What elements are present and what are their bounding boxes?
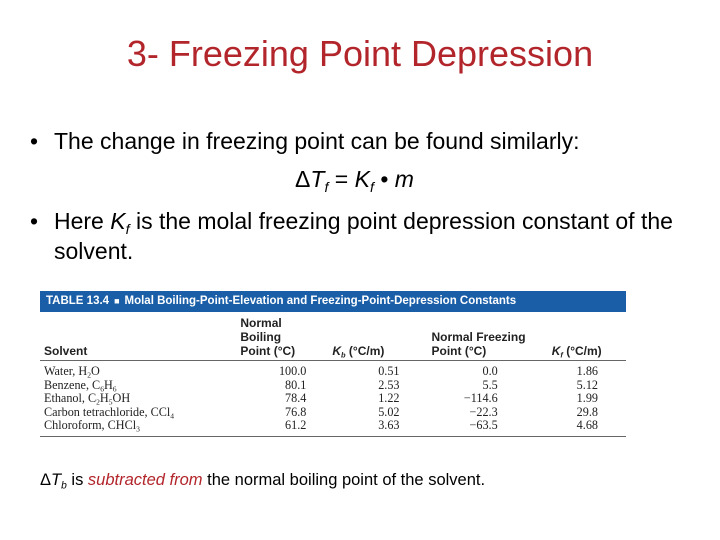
bullet-text-end: is the molal freezing point depression constant of the solvent. <box>54 208 673 264</box>
kf-subscript: f <box>125 221 130 238</box>
equation-m: m <box>394 166 414 192</box>
formula-part: H <box>99 391 109 406</box>
cell-freezing-point: −114.6 <box>463 391 498 406</box>
footnote-rest: the normal boiling point of the solvent. <box>202 471 486 489</box>
header-kf-symbol: K <box>551 344 561 358</box>
formula-subscript: 6 <box>100 384 104 394</box>
cell-kf: 5.12 <box>576 377 598 392</box>
solvent-name: Chloroform, CHCl <box>44 418 137 433</box>
equation-dot: • <box>373 166 395 192</box>
equation-k: K <box>354 166 370 192</box>
table-row <box>40 392 626 406</box>
equation-equals: = <box>328 166 355 192</box>
table-number: TABLE 13.4 <box>46 295 110 307</box>
table-header-row <box>40 312 626 361</box>
formula-part: OH <box>112 391 131 406</box>
header-kf-subscript: f <box>560 350 563 360</box>
solvent-name: Benzene, C <box>44 377 101 392</box>
table-row <box>40 379 626 393</box>
cell-solvent <box>40 419 236 436</box>
equation-t: T <box>310 166 325 192</box>
bullet-text: The change in freezing point can be found similarly: <box>54 128 580 154</box>
cell-boiling-point: 100.0 <box>278 364 307 378</box>
cell-freezing-point: 5.5 <box>482 377 498 392</box>
header-fp-line2: Point (°C) <box>431 344 487 358</box>
formula-part: H <box>103 377 113 392</box>
cell-boiling-point: 61.2 <box>285 418 307 433</box>
solvent-name: Ethanol, C <box>44 391 97 406</box>
delta-symbol: Δ <box>295 166 311 192</box>
cell-solvent <box>40 379 236 393</box>
cell-boiling-point: 80.1 <box>285 377 307 392</box>
constants-table <box>40 291 626 437</box>
bullet-marker: • <box>30 208 39 234</box>
table-row <box>40 406 626 420</box>
header-fp-line1: Normal Freezing <box>431 330 526 344</box>
cell-kb: 1.22 <box>378 391 400 406</box>
header-bp-line2: Point (°C) <box>240 344 296 358</box>
formula-subscript: 2 <box>96 397 100 407</box>
cell-kb: 3.63 <box>378 418 400 433</box>
formula-part: O <box>90 364 100 378</box>
header-bp-line1: Normal Boiling <box>240 316 282 344</box>
cell-solvent <box>40 406 236 420</box>
kf-symbol: K <box>110 208 126 234</box>
cell-kf: 1.86 <box>576 364 598 378</box>
header-solvent: Solvent <box>44 344 88 358</box>
cell-kb: 5.02 <box>378 404 400 419</box>
cell-solvent <box>40 392 236 406</box>
cell-solvent <box>40 361 236 379</box>
footnote-highlight: subtracted from <box>87 471 203 489</box>
constants-data-table <box>40 312 626 437</box>
footnote <box>40 471 485 490</box>
header-kf <box>526 312 626 361</box>
footnote-t: T <box>51 471 62 489</box>
bullet-text-start: Here <box>54 208 111 234</box>
cell-freezing-point: −63.5 <box>469 418 498 433</box>
cell-kb: 0.51 <box>378 364 400 378</box>
caption-square-icon: ■ <box>114 296 120 306</box>
header-kb-symbol: K <box>332 344 342 358</box>
header-kf-unit: (°C/m) <box>562 344 602 358</box>
solvent-name: Carbon tetrachloride, CCl <box>44 404 171 419</box>
slide-title: 3- Freezing Point Depression <box>126 33 594 74</box>
table-caption <box>40 291 626 312</box>
solvent-name: Water, H <box>44 364 88 378</box>
table-row <box>40 419 626 436</box>
cell-kb: 2.53 <box>378 377 400 392</box>
equation-t-subscript: f <box>324 179 329 196</box>
formula-subscript: 3 <box>136 425 140 435</box>
freezing-point-equation <box>295 166 414 196</box>
bullet-marker: • <box>30 128 39 154</box>
table-title: Molal Boiling-Point-Elevation and Freezing-Point-Depression Constants <box>124 295 517 307</box>
equation-k-subscript: f <box>369 179 374 196</box>
cell-boiling-point: 76.8 <box>285 404 307 419</box>
footnote-t-subscript: b <box>61 480 67 492</box>
header-boiling-point <box>236 312 306 361</box>
formula-subscript: 2 <box>87 370 91 380</box>
cell-boiling-point: 78.4 <box>285 391 307 406</box>
header-freezing-point <box>428 312 526 361</box>
header-kb-subscript: b <box>341 350 346 360</box>
cell-kf: 4.68 <box>576 418 598 433</box>
cell-freezing-point: −22.3 <box>469 404 498 419</box>
formula-subscript: 6 <box>112 384 117 394</box>
formula-subscript: 5 <box>108 397 113 407</box>
bullet-text <box>54 206 694 266</box>
cell-kf: 29.8 <box>576 404 598 419</box>
header-kb-unit: (°C/m) <box>345 344 385 358</box>
footnote-delta: Δ <box>40 471 52 489</box>
cell-kf: 1.99 <box>576 391 598 406</box>
header-kb <box>306 312 427 361</box>
table-row <box>40 361 626 379</box>
footnote-is: is <box>66 471 88 489</box>
cell-freezing-point: 0.0 <box>482 364 498 378</box>
formula-subscript: 4 <box>170 411 175 421</box>
